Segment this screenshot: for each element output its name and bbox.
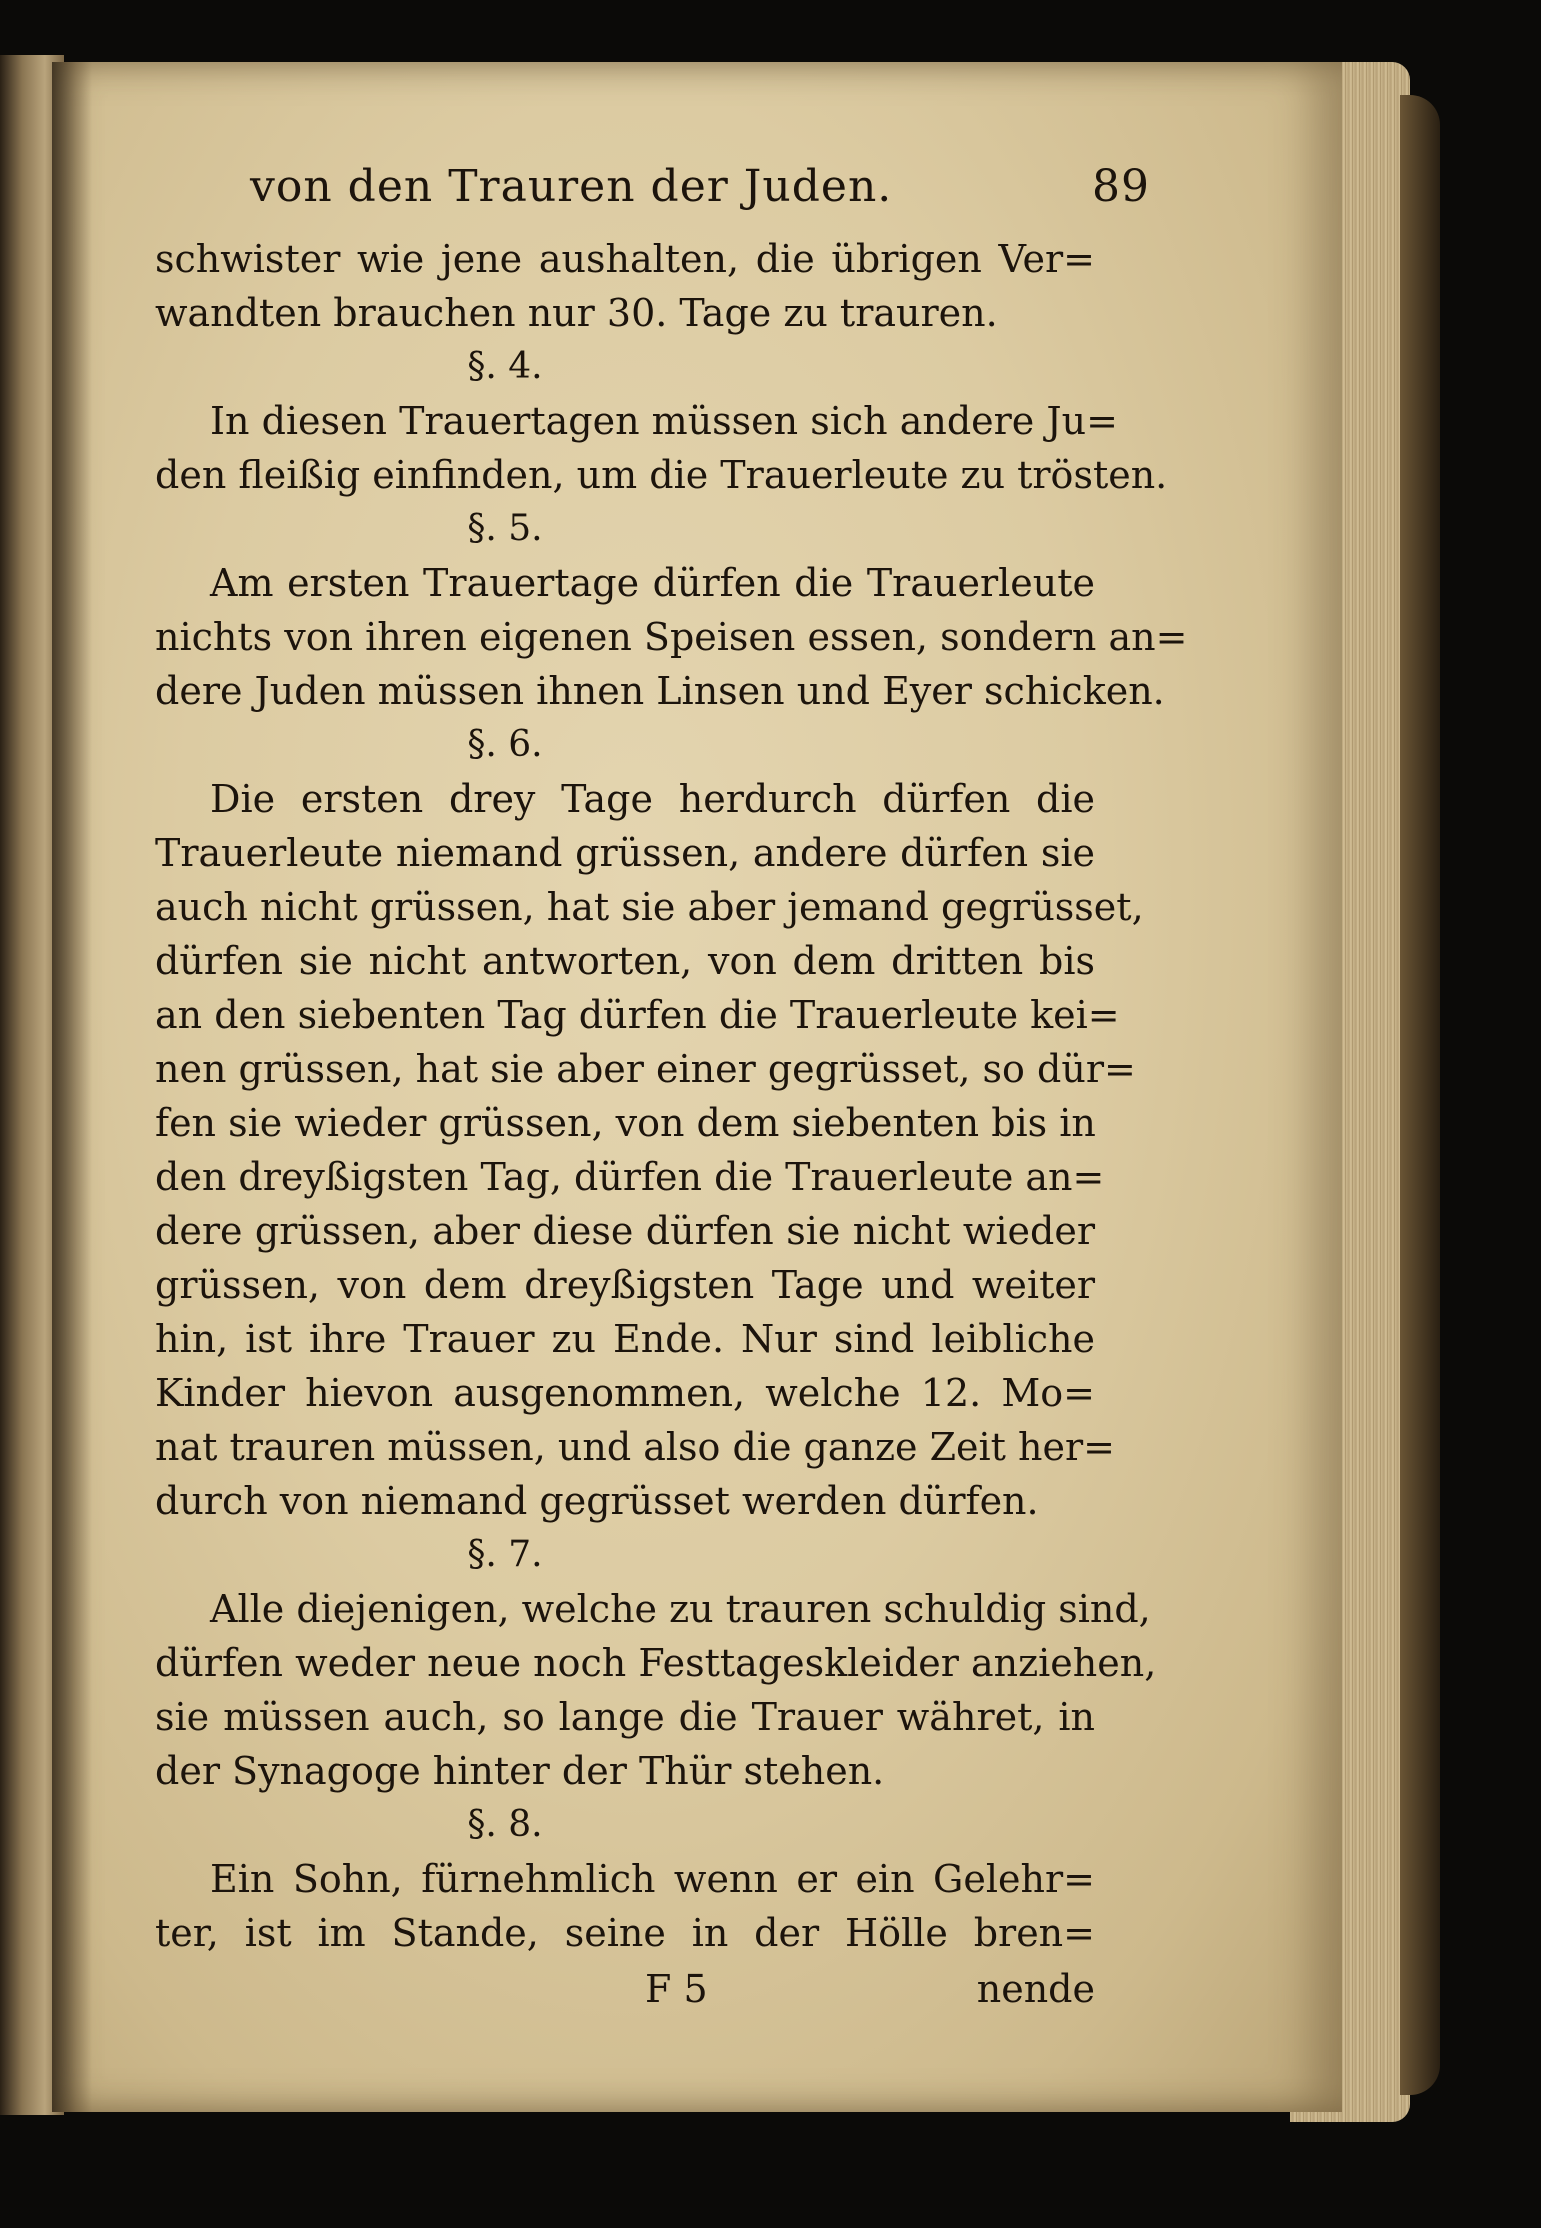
text-line: der Synagoge hinter der Thür stehen. [155, 1749, 885, 1793]
page-footer [155, 1962, 1095, 2016]
text-line: den fleißig einfinden, um die Trauerleute zu trösten. [155, 453, 1168, 497]
text-line: auch nicht grüssen, hat sie aber jemand gegrüsset, [155, 885, 1144, 929]
text-line: nichts von ihren eigenen Speisen essen, sondern an= [155, 615, 1188, 659]
text-line: durch von niemand gegrüsset werden dürfen. [155, 1479, 1039, 1523]
running-head [250, 160, 1150, 232]
section-mark-5: §. 5. [467, 508, 543, 549]
page-gutter-shadow [52, 62, 92, 2112]
book-cover-edge [1400, 95, 1440, 2095]
text-line: ter, ist im Stande, seine in der Hölle bren= [155, 1911, 1095, 1955]
running-head-title: von den Trauren der Juden. [250, 161, 893, 212]
page-number: 89 [1092, 161, 1150, 212]
text-line: fen sie wieder grüssen, von dem siebenten bis in [155, 1101, 1096, 1145]
text-line: In diesen Trauertagen müssen sich andere Ju= [210, 399, 1118, 443]
text-line: dere grüssen, aber diese dürfen sie nicht wieder [155, 1209, 1095, 1253]
text-line: Alle diejenigen, welche zu trauren schuldig sind, [210, 1587, 1151, 1631]
text-line: Am ersten Trauertage dürfen die Trauerleute [210, 561, 1095, 605]
text-line: wandten brauchen nur 30. Tage zu trauren. [155, 291, 998, 335]
section-mark-7: §. 7. [467, 1534, 543, 1575]
text-line: den dreyßigsten Tag, dürfen die Trauerleute an= [155, 1155, 1105, 1199]
catchword: nende [976, 1967, 1095, 2011]
text-line: an den siebenten Tag dürfen die Trauerleute kei= [155, 993, 1120, 1037]
text-line: Ein Sohn, fürnehmlich wenn er ein Gelehr= [210, 1857, 1095, 1901]
text-line: sie müssen auch, so lange die Trauer währet, in [155, 1695, 1095, 1739]
text-line: grüssen, von dem dreyßigsten Tage und weiter [155, 1263, 1095, 1307]
text-line: schwister wie jene aushalten, die übrigen Ver= [155, 237, 1095, 281]
text-line: Kinder hievon ausgenommen, welche 12. Mo= [155, 1371, 1095, 1415]
section-mark-6: §. 6. [467, 724, 543, 765]
page-text [155, 160, 1188, 2016]
text-line: Trauerleute niemand grüssen, andere dürfen sie [155, 831, 1095, 875]
text-line: nat trauren müssen, und also die ganze Zeit her= [155, 1425, 1115, 1469]
section-mark-8: §. 8. [467, 1804, 543, 1845]
signature-mark: F 5 [645, 1967, 708, 2011]
text-line: nen grüssen, hat sie aber einer gegrüsset, so dür= [155, 1047, 1136, 1091]
text-line: dürfen weder neue noch Festtageskleider anziehen, [155, 1641, 1157, 1685]
text-line: hin, ist ihre Trauer zu Ende. Nur sind leibliche [155, 1317, 1095, 1361]
text-line: dere Juden müssen ihnen Linsen und Eyer schicken. [155, 669, 1165, 713]
text-line: dürfen sie nicht antworten, von dem dritten bis [155, 939, 1095, 983]
section-mark-4: §. 4. [467, 346, 543, 387]
text-line: Die ersten drey Tage herdurch dürfen die [210, 777, 1095, 821]
